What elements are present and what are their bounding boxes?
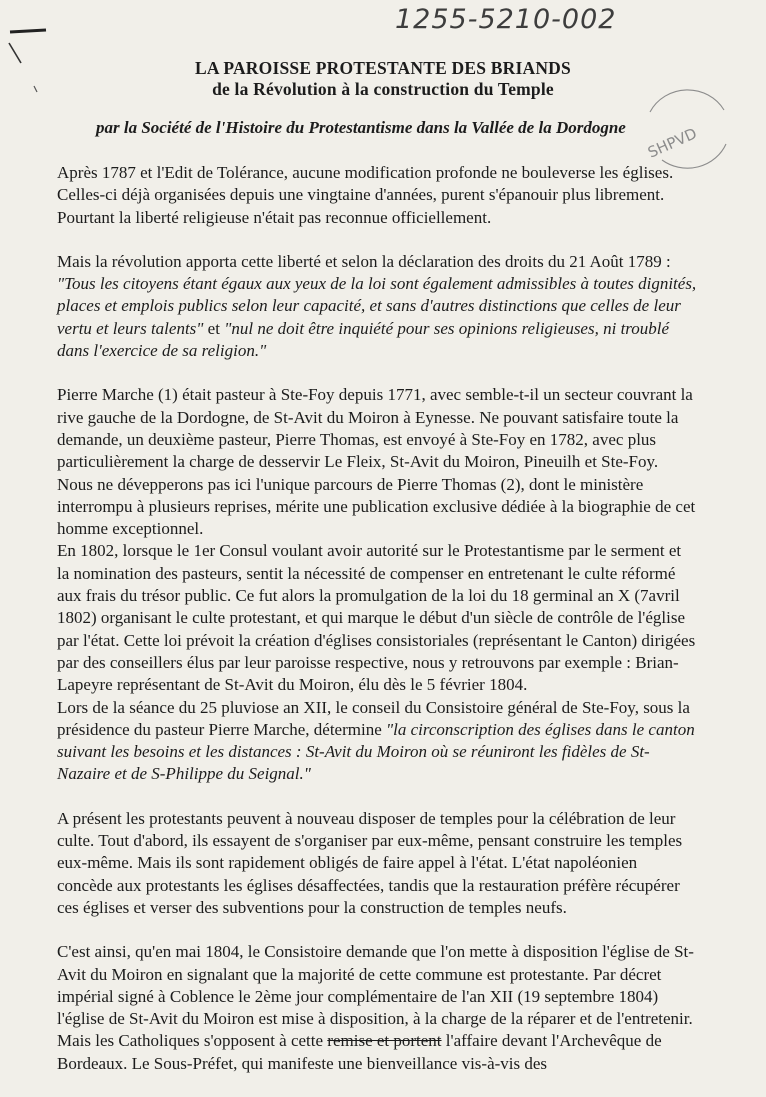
stamp-text: SHPVD [644,124,700,162]
paragraph-8-a: C'est ainsi, qu'en mai 1804, le Consistoire demande que l'on mette à disposition l'église de St-Avit du Moiron en signalant que la majorité de cette commune est protestante. Par décret impérial signé à Coblence le 2ème jour complémentaire de l'an XII (19 septembre 1804) l'église de St-Avit du Moiron est mise à disposition, à la charge de la réparer et de l'entretenir. Mais les Catholiques s'opposent à cette [57,942,694,1051]
paragraph-5: En 1802, lorsque le 1er Consul voulant avoir autorité sur le Protestantisme par le serment et la nomination des pasteurs, sentit la nécessité de compenser en entretenant le culte réformé aux frais du trésor public. Ce fut alors la promulgation de la loi du 18 germinal an X (7avril 1802) organisant le culte protestant, et qui marque le début d'un siècle de contrôle de l'église par l'état. Cette loi prévoit la création d'églises consistoriales (représentant le Canton) dirigées par des conseillers élus par leur paroisse respective, nous y retrouvons par exemple : Brian-Lapeyre représentant de St-Avit du Moiron, élu dès le 5 février 1804. [57,541,696,695]
paragraph-1: Après 1787 et l'Edit de Tolérance, aucune modification profonde ne bouleverse les églises. Celles-ci déjà organisées depuis une vingtaine d'années, purent s'épanouir plus librement. Pourtant la liberté religieuse n'était pas reconnue officiellement. [57,163,674,227]
paragraph-7: A présent les protestants peuvent à nouveau disposer de temples pour la célébration de leur culte. Tout d'abord, ils essayent de s'organiser par eux-même, pensant construire les temples eux-même. Mais ils sont rapidement obligés de faire appel à l'état. L'état napoléonien concède aux protestants les églises désaffectées, tandis que la restauration préfère récupérer ces églises et verser des subventions pour la construction de temples neufs. [57,808,683,917]
paragraph-3: Pierre Marche (1) était pasteur à Ste-Foy depuis 1771, avec semble-t-il un secteur couvrant la rive gauche de la Dordogne, de St-Avit du Moiron à Eynesse. Ne pouvant satisfaire toute la demande, un deuxième pasteur, Pierre Thomas, est envoyé à Ste-Foy en 1782, avec plus particulièrement la charge de desservir Le Fleix, St-Avit du Moiron, Pineuilh et Ste-Foy. [57,385,693,472]
stamp-seal [632,82,732,172]
document-title: LA PAROISSE PROTESTANTE DES BRIANDS [195,58,571,78]
paragraph-2 [57,251,697,362]
paragraph-8-b: l'affaire devant l'Archevêque de Bordeaux. Le Sous-Préfet, qui manifeste une bienveillance vis-à-vis des [57,1031,662,1073]
document-subtitle: de la Révolution à la construction du Temple [212,79,554,99]
paragraph-4: Nous ne dévepperons pas ici l'unique parcours de Pierre Thomas (2), dont le ministère interrompu à plusieurs reprises, mérite une publication exclusive dédiée à la biographie de cet homme exceptionnel. [57,474,696,539]
paragraph-8 [57,941,697,1075]
byline: par la Société de l'Histoire du Protestantisme dans la Vallée de la Dordogne [96,118,626,137]
quote-joiner: et [203,318,225,338]
quote-circonscription: "la circonscription des églises dans le canton suivant les besoins et les distances : St-Avit du Moiron où se réuniront les fidèles de St-Nazaire et de S-Philippe du Seignal." [57,719,695,784]
paragraph-6 [57,697,697,786]
paragraph-6-intro: Lors de la séance du 25 pluviose an XII, le conseil du Consistoire général de Ste-Foy, sous la présidence du pasteur Pierre Marche, détermine [57,697,690,739]
document-body [57,162,697,1097]
quote-rights-a: "Tous les citoyens étant égaux aux yeux de la loi sont également admissibles à toutes dignités, places et emplois publics selon leur capacité, et sans d'autres distinctions que celles de leur vertu et leurs talents" [57,274,697,338]
reference-number: 1255-5210-002 [395,4,617,35]
quote-rights-b: "nul ne doit être inquiété pour ses opinions religieuses, ni troublé dans l'exercice de sa religion." [57,318,670,361]
paragraph-2-intro: Mais la révolution apporta cette liberté et selon la déclaration des droits du 21 Août 1789 : [57,251,671,271]
struck-text: remise et portent [327,1031,442,1051]
